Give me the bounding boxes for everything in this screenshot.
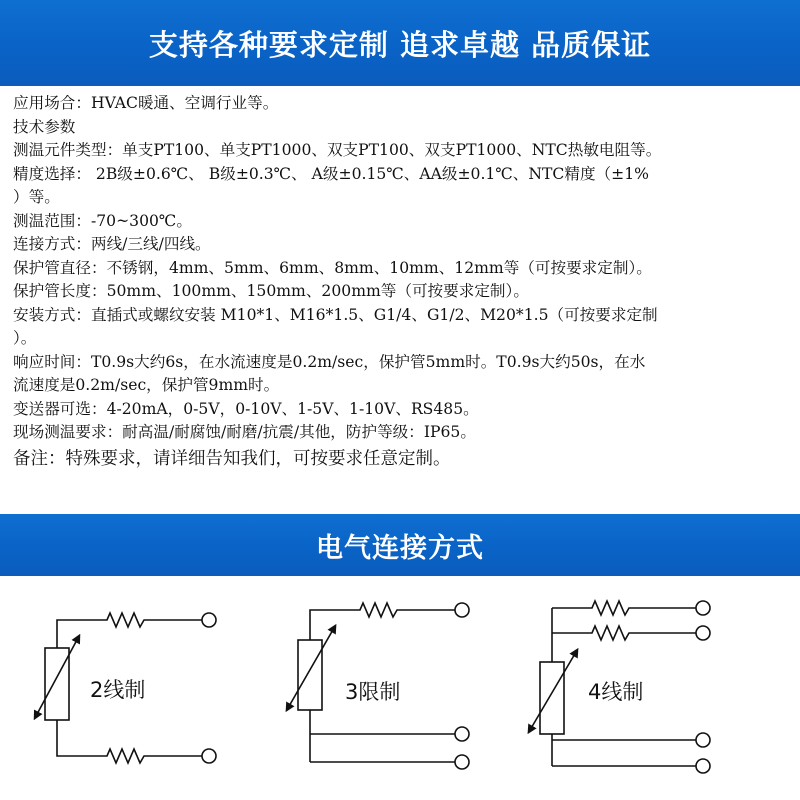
- spec-line: 精度选择： 2B级±0.6℃、 B级±0.3℃、 A级±0.15℃、AA级±0.1℃、NTC精度（±1%: [13, 164, 649, 183]
- spec-line: ）。: [13, 329, 37, 347]
- spec-line: 响应时间：T0.9s大约6s，在水流速度是0.2m/sec，保护管5mm时。T0.9s大约50s，在水: [13, 352, 646, 371]
- spec-line: 测温元件类型：单支PT100、单支PT1000、双支PT100、双支PT1000、NTC热敏电阻等。: [13, 141, 662, 159]
- spec-line: 安装方式：直插式或螺纹安装 M10*1、M16*1.5、G1/4、G1/2、M20*1.5（可按要求定制: [13, 305, 658, 324]
- spec-line: 保护管直径：不锈钢，4mm、5mm、6mm、8mm、10mm、12mm等（可按要求定制）。: [13, 258, 652, 277]
- wiring-diagrams: [0, 590, 800, 790]
- three-wire-label: 3限制: [345, 680, 401, 704]
- spec-line: 应用场合：HVAC暖通、空调行业等。: [13, 94, 279, 112]
- spec-line: 连接方式：两线/三线/四线。: [13, 235, 211, 253]
- spec-line: 技术参数: [13, 117, 76, 136]
- spec-line: 流速度是0.2m/sec，保护管9mm时。: [13, 376, 280, 394]
- four-wire-label: 4线制: [588, 680, 644, 704]
- spec-list: [13, 92, 785, 473]
- section-banner: [0, 514, 800, 576]
- section-title: 电气连接方式: [316, 532, 484, 564]
- spec-line: 变送器可选：4-20mA，0-5V，0-10V、1-5V、1-10V、RS485。: [13, 399, 479, 418]
- header-title: 支持各种要求定制 追求卓越 品质保证: [148, 27, 652, 62]
- spec-line: 现场测温要求：耐高温/耐腐蚀/耐磨/抗震/其他，防护等级：IP65。: [13, 423, 476, 441]
- spec-line: 保护管长度：50mm、100mm、150mm、200mm等（可按要求定制）。: [13, 282, 529, 300]
- spec-note: 备注：特殊要求，请详细告知我们，可按要求任意定制。: [13, 448, 451, 469]
- two-wire-label: 2线制: [90, 678, 146, 702]
- spec-line: 测温范围：-70~300℃。: [13, 211, 192, 230]
- header-banner: [0, 0, 800, 86]
- spec-line: ）等。: [13, 188, 60, 206]
